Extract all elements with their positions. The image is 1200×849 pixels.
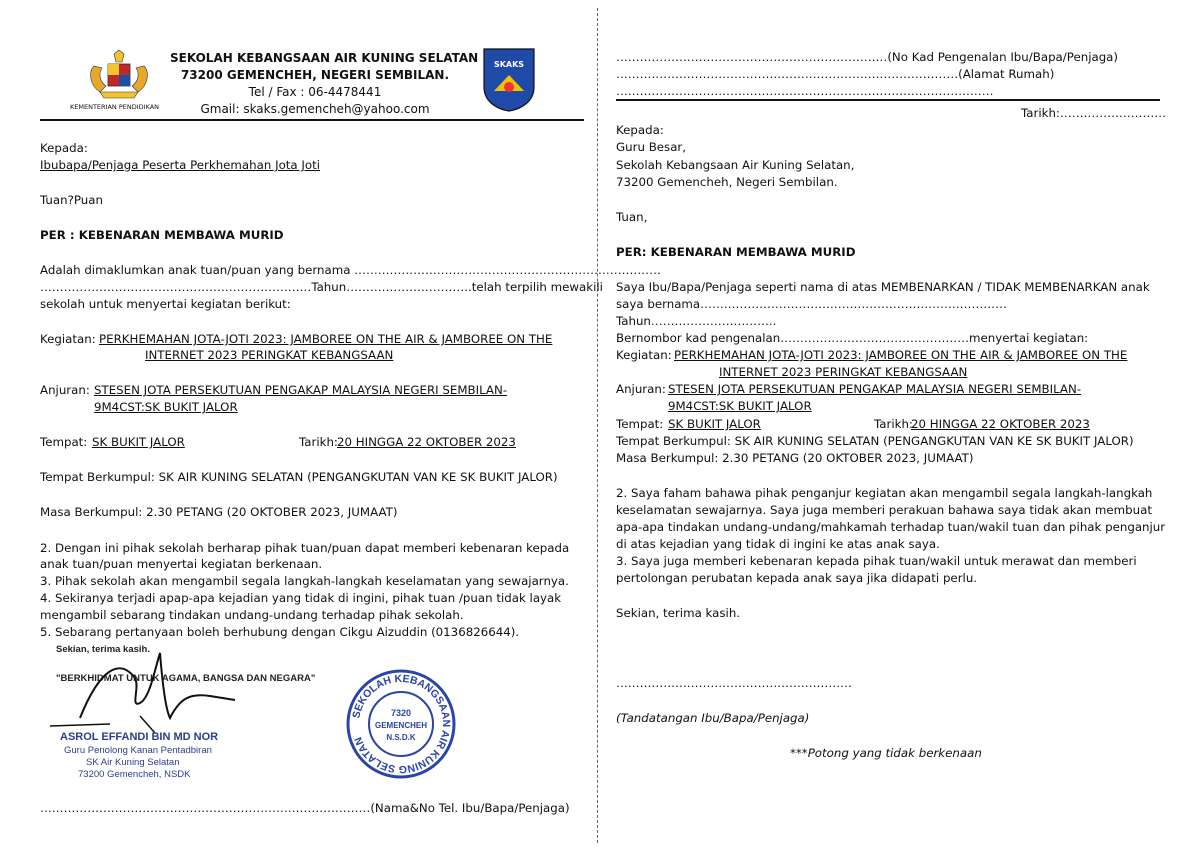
school-badge-text: SKAKS — [493, 60, 525, 69]
item-3-cont: pertolongan perubatan kepada anak saya jika didapati perlu. — [616, 571, 978, 585]
anjuran-label: Anjuran: — [616, 382, 666, 396]
right-header-rule — [616, 99, 1160, 101]
item-3: 3. Saya juga memberi kebenaran kepada pihak tuan/wakil untuk merawat dan memberi — [616, 554, 1137, 568]
consent-line3: Tahun………………………….. — [616, 314, 777, 328]
letter-subject: PER : KEBENARAN MEMBAWA MURID — [40, 228, 284, 242]
item-2-cont: anak tuan/puan menyertai kegiatan berkenaan. — [40, 557, 323, 571]
para1-line3: sekolah untuk menyertai kegiatan berikut: — [40, 297, 291, 311]
kepada-label: Kepada: — [616, 123, 664, 137]
salutation: Tuan, — [616, 210, 648, 224]
tempat-label: Tempat: — [40, 435, 88, 449]
kepada-label: Kepada: — [40, 141, 88, 155]
date-field: Tarikh:……………………… — [1021, 106, 1167, 120]
anjuran-value: STESEN JOTA PERSEKUTUAN PENGAKAP MALAYSIA NEGERI SEMBILAN- — [94, 383, 508, 397]
school-address: 73200 GEMENCHEH, NEGERI SEMBILAN. — [180, 68, 450, 82]
consent-line1: Saya Ibu/Bapa/Penjaga seperti nama di atas MEMBENARKAN / TIDAK MEMBENARKAN anak — [616, 280, 1150, 294]
cut-line-divider — [597, 8, 598, 843]
stamp-line2: GEMENCHEH — [374, 721, 428, 730]
masa-berkumpul: Masa Berkumpul: 2.30 PETANG (20 OKTOBER 2023, JUMAAT) — [616, 451, 974, 465]
para1-line1: Adalah dimaklumkan anak tuan/puan yang bernama …………………………………………………………………… — [40, 263, 661, 277]
item-5: 5. Sebarang pertanyaan boleh berhubung dengan Cikgu Aizuddin (0136826644). — [40, 625, 520, 639]
ic-number-line: ……………………………………………………………(No Kad Pengenalan Ibu/Bapa/Penjaga) — [616, 50, 1119, 64]
kegiatan-value-cont: INTERNET 2023 PERINGKAT KEBANGSAAN — [145, 348, 394, 362]
anjuran-value-cont: 9M4CST:SK BUKIT JALOR — [94, 400, 238, 414]
school-badge-icon — [482, 47, 536, 113]
kegiatan-value: PERKHEMAHAN JOTA-JOTI 2023: JAMBOREE ON THE AIR & JAMBOREE ON THE — [674, 348, 1128, 362]
item-4-cont: mengambil sebarang tindakan undang-undang terhadap pihak sekolah. — [40, 608, 464, 622]
tarikh-label: Tarikh: — [299, 435, 338, 449]
school-motto: "BERKHIDMAT UNTUK AGAMA, BANGSA DAN NEGARA" — [56, 673, 316, 684]
stamp-line3: N.S.D.K — [386, 733, 416, 742]
header-rule — [40, 119, 584, 121]
coat-of-arms-icon — [86, 50, 152, 106]
signatory-title: Guru Penolong Kanan Pentadbiran — [64, 745, 212, 756]
signature-label: (Tandatangan Ibu/Bapa/Penjaga) — [616, 711, 810, 725]
kegiatan-label: Kegiatan: — [40, 332, 96, 346]
tempat-berkumpul: Tempat Berkumpul: SK AIR KUNING SELATAN (PENGANGKUTAN VAN KE SK BUKIT JALOR) — [616, 434, 1134, 448]
consent-line4: Bernombor kad pengenalan…………………………………………menyertai kegiatan: — [616, 331, 1089, 345]
recipient-school: Sekolah Kebangsaan Air Kuning Selatan, — [616, 158, 855, 172]
signatory-name: ASROL EFFANDI BIN MD NOR — [60, 731, 219, 743]
signature-icon — [40, 648, 240, 738]
anjuran-value: STESEN JOTA PERSEKUTUAN PENGAKAP MALAYSIA NEGERI SEMBILAN- — [668, 382, 1082, 396]
masa-berkumpul: Masa Berkumpul: 2.30 PETANG (20 OKTOBER 2023, JUMAAT) — [40, 505, 398, 519]
item-2-cont3: di atas kejadian yang tidak di ingini ke atas anak saya. — [616, 537, 940, 551]
school-name: SEKOLAH KEBANGSAAN AIR KUNING SELATAN — [170, 51, 479, 65]
home-address-line: ……………………………………………………………………………(Alamat Rumah) — [616, 67, 1055, 81]
signatory-school: SK Air Kuning Selatan — [86, 757, 180, 768]
para1-line2: ……………………………………………………………Tahun…………………………..telah terpilih mewakili — [40, 280, 603, 294]
item-4: 4. Sekiranya terjadi apap-apa kejadian yang tidak di ingini, pihak tuan /puan tidak layak — [40, 591, 562, 605]
item-2-cont2: apa-apa tindakan undang-undang/mahkamah terhadap tuan/wakil tuan dan pihak penganjur — [616, 520, 1166, 534]
consent-line2: saya bernama…………………………………………………………………… — [616, 297, 1007, 311]
recipient-title: Guru Besar, — [616, 140, 687, 154]
item-2: 2. Dengan ini pihak sekolah berharap pihak tuan/puan dapat memberi kebenaran kepada — [40, 541, 570, 555]
kegiatan-label: Kegiatan: — [616, 348, 672, 362]
recipient: Ibubapa/Penjaga Peserta Perkhemahan Jota Joti — [40, 158, 320, 172]
stamp-line1: 7320 — [390, 708, 412, 718]
closing: Sekian, terima kasih. — [616, 606, 741, 620]
school-phone: Tel / Fax : 06-4478441 — [248, 85, 382, 99]
kegiatan-value-cont: INTERNET 2023 PERINGKAT KEBANGSAAN — [719, 365, 968, 379]
tarikh-value: 20 HINGGA 22 OKTOBER 2023 — [911, 417, 1090, 431]
letter-subject: PER: KEBENARAN MEMBAWA MURID — [616, 245, 856, 259]
kegiatan-value: PERKHEMAHAN JOTA-JOTI 2023: JAMBOREE ON THE AIR & JAMBOREE ON THE — [99, 332, 553, 346]
school-email: Gmail: skaks.gemencheh@yahoo.com — [200, 102, 430, 116]
ministry-label: KEMENTERIAN PENDIDIKAN — [70, 103, 160, 111]
signature-line: …………………………………………………… — [616, 676, 852, 690]
parent-name-line: …………………………………………………………………………(Nama&No Tel. Ibu/Bapa/Penjaga) — [40, 801, 570, 815]
blank-line: …………………………………………………………………………………… — [616, 84, 994, 98]
anjuran-label: Anjuran: — [40, 383, 90, 397]
recipient-address: 73200 Gemencheh, Negeri Sembilan. — [616, 175, 838, 189]
signatory-address: 73200 Gemencheh, NSDK — [78, 769, 191, 780]
anjuran-value-cont: 9M4CST:SK BUKIT JALOR — [668, 399, 812, 413]
item-2-cont1: keselamatan sewajarnya. Saya juga memberi perakuan bahawa saya tidak akan membuat — [616, 503, 1152, 517]
tempat-value: SK BUKIT JALOR — [668, 417, 761, 431]
tarikh-label: Tarikh: — [874, 417, 913, 431]
item-2: 2. Saya faham bahawa pihak penganjur kegiatan akan mengambil segala langkah-langkah — [616, 486, 1153, 500]
tempat-value: SK BUKIT JALOR — [92, 435, 185, 449]
school-stamp-icon — [345, 668, 457, 780]
salutation: Tuan?Puan — [40, 193, 103, 207]
closing-scanned: Sekian, terima kasih. — [56, 644, 150, 655]
tempat-label: Tempat: — [616, 417, 664, 431]
item-3: 3. Pihak sekolah akan mengambil segala langkah-langkah keselamatan yang sewajarnya. — [40, 574, 569, 588]
tempat-berkumpul: Tempat Berkumpul: SK AIR KUNING SELATAN (PENGANGKUTAN VAN KE SK BUKIT JALOR) — [40, 470, 558, 484]
stamp-outer-text: SEKOLAH KEBANGSAAN AIR KUNING SELATAN — [350, 672, 453, 776]
tarikh-value: 20 HINGGA 22 OKTOBER 2023 — [337, 435, 516, 449]
strike-note: ***Potong yang tidak berkenaan — [790, 746, 982, 760]
